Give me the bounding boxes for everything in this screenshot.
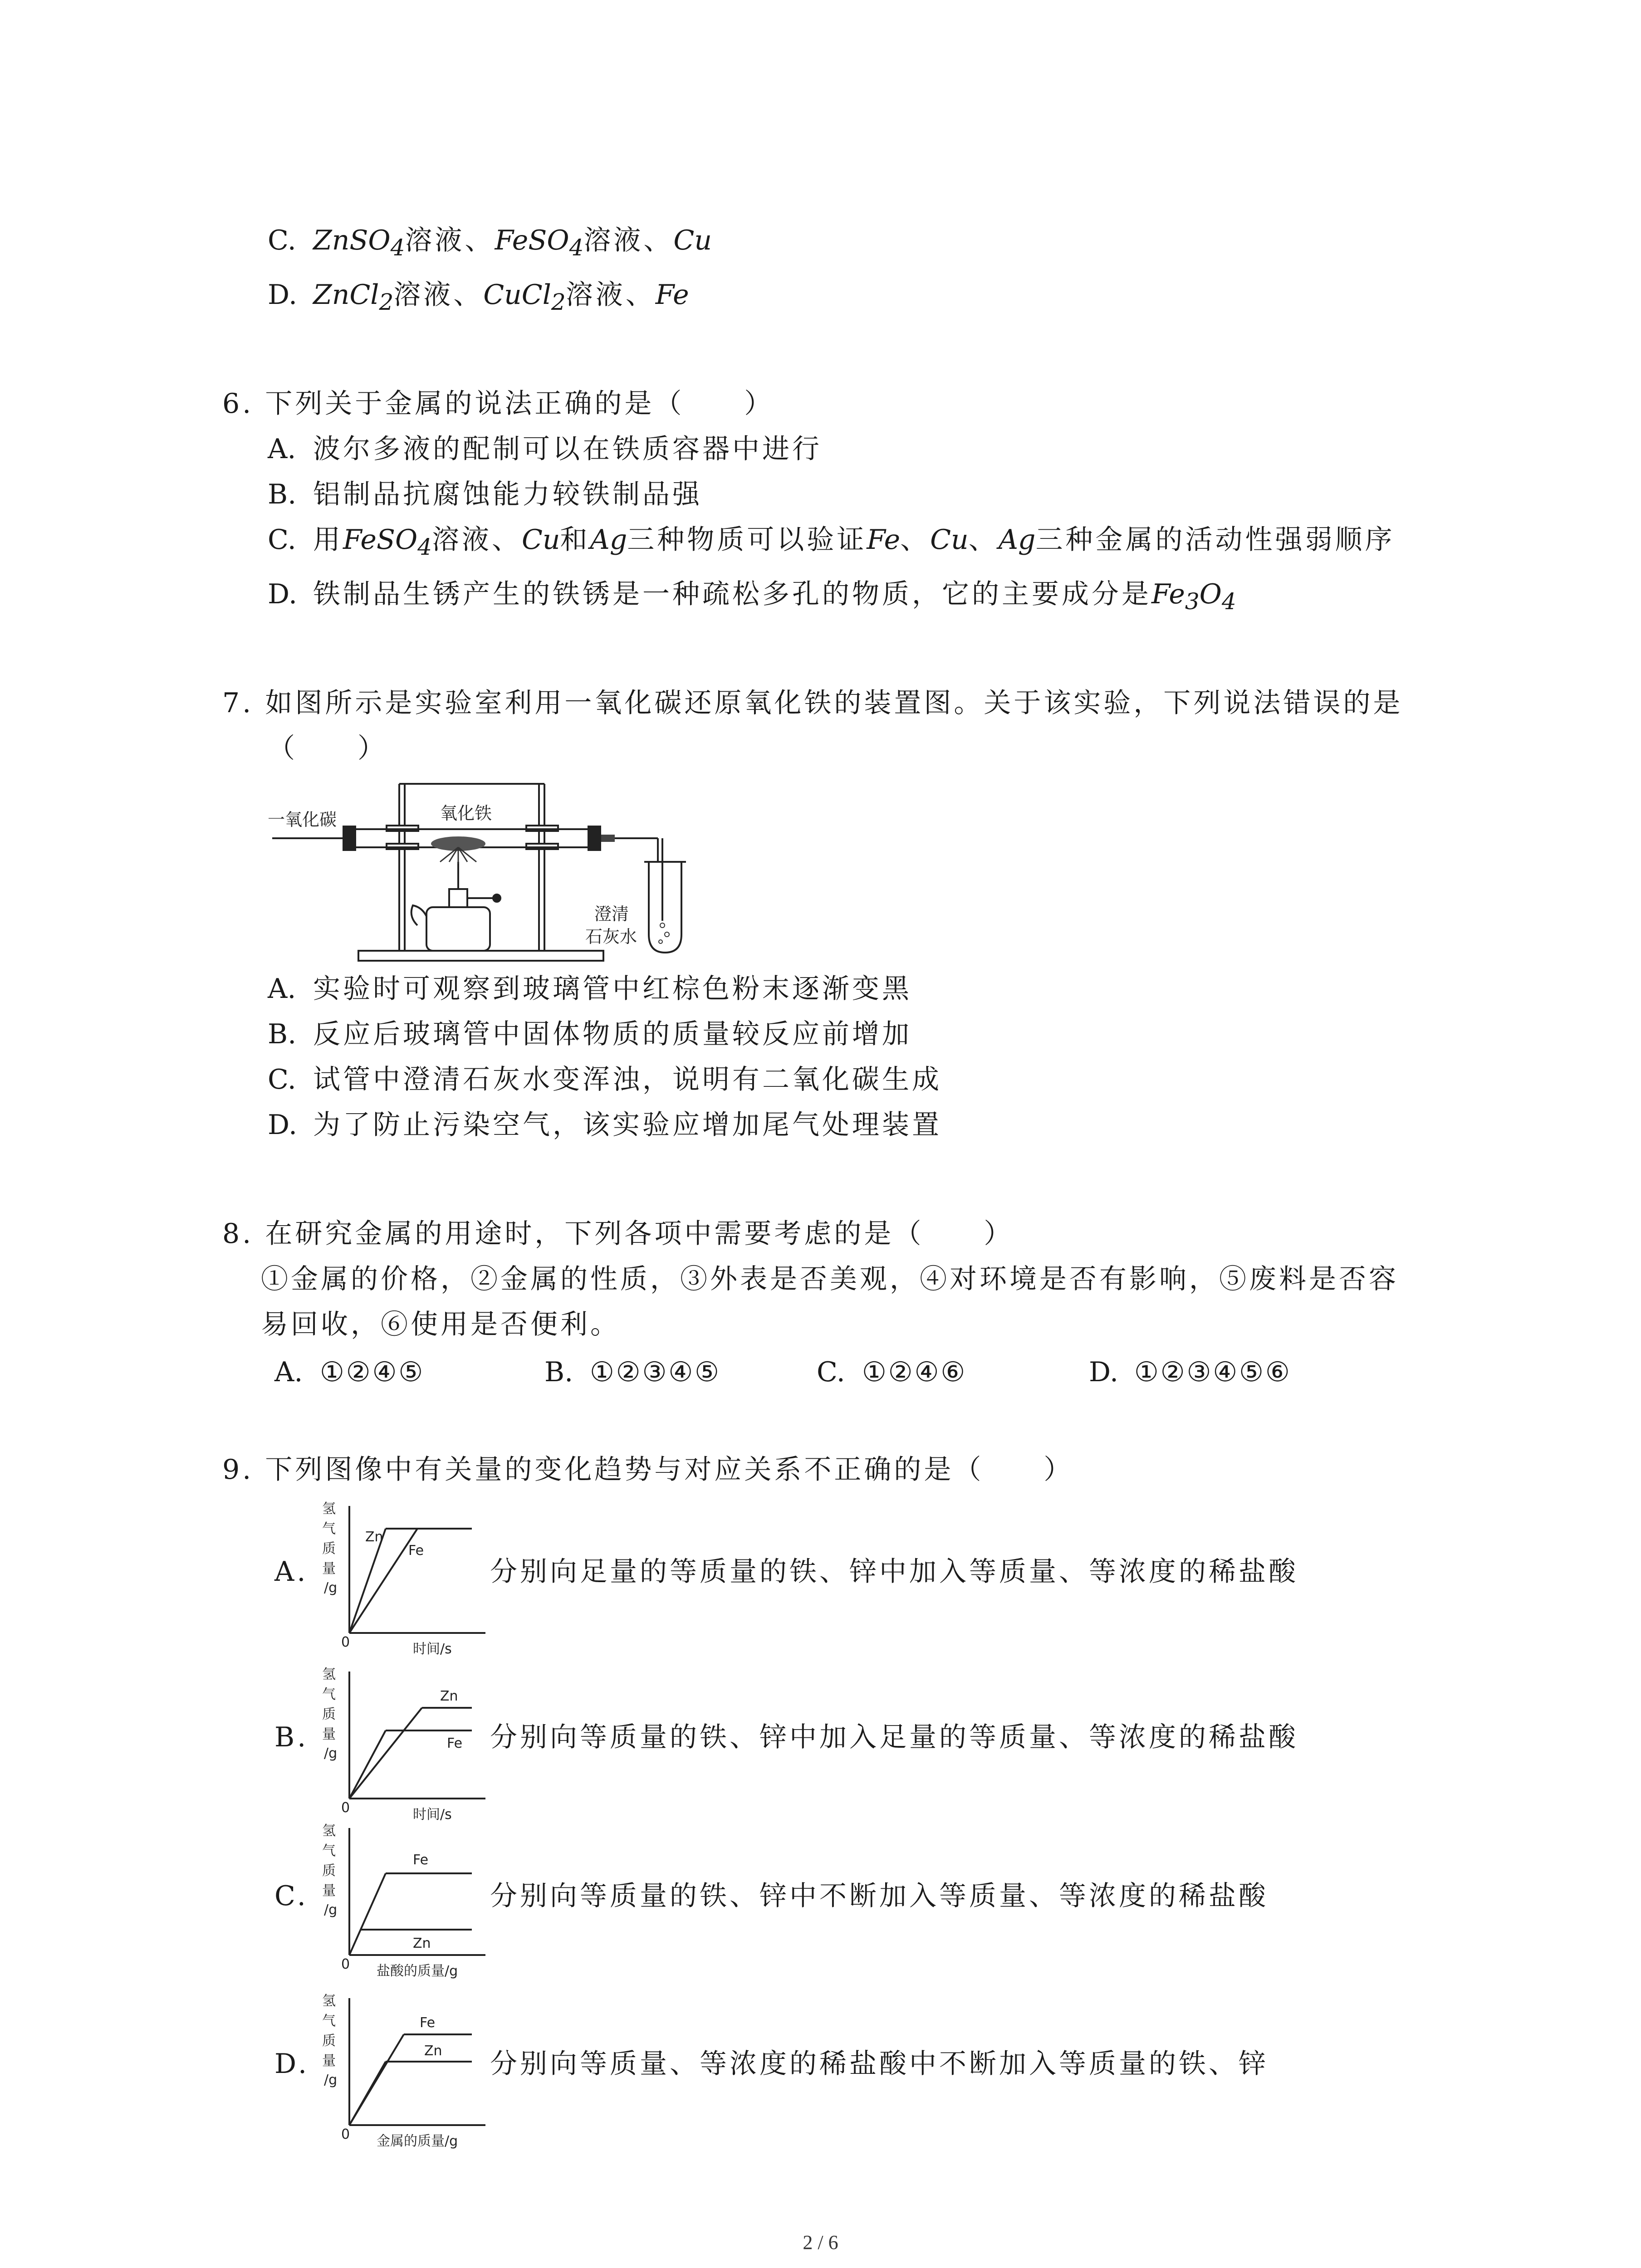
svg-text:气: 气 (322, 1843, 336, 1859)
svg-text:气: 气 (322, 1686, 336, 1702)
fe2o3-label: 氧化铁 (440, 803, 492, 823)
co-reduction-apparatus-figure (268, 771, 703, 971)
q6-option-d: D. 铁制品生锈产生的铁锈是一种疏松多孔的物质，它的主要成分是$Fe_3O_4$ (268, 578, 1236, 615)
q9-option-c-letter: C. (274, 1880, 309, 1912)
q8-stem: 8. 在研究金属的用途时，下列各项中需要考虑的是（ ） (222, 1218, 1014, 1250)
series-zn-label: Zn (424, 2043, 442, 2059)
q8-option-c: C. ①②④⑥ (817, 1356, 967, 1388)
limewater-label-2: 石灰水 (585, 927, 637, 947)
q6-option-b: B. 铝制品抗腐蚀能力较铁制品强 (268, 479, 702, 510)
co-label: 一氧化碳 (268, 810, 337, 830)
svg-text:量: 量 (322, 1726, 336, 1742)
q6-stem: 6. 下列关于金属的说法正确的是（ ） (222, 388, 774, 420)
series-fe-label: Fe (413, 1852, 429, 1868)
q9-option-a-letter: A. (274, 1556, 309, 1588)
series-fe-label: Fe (447, 1735, 463, 1751)
svg-text:/g: /g (324, 1580, 338, 1596)
svg-text:气: 气 (322, 1521, 336, 1537)
svg-text:氢: 氢 (322, 1501, 336, 1517)
svg-text:气: 气 (322, 2013, 336, 2029)
q8-factor-list-line2: 易回收，⑥使用是否便利。 (261, 1309, 620, 1340)
svg-text:氢: 氢 (322, 1993, 336, 2009)
q8-option-d: D. ①②③④⑤⑥ (1089, 1356, 1292, 1388)
svg-text:质: 质 (322, 2033, 336, 2049)
q7-stem-line1: 7. 如图所示是实验室利用一氧化碳还原氧化铁的装置图。关于该实验，下列说法错误的是 (222, 687, 1403, 719)
series-zn-label: Zn (440, 1688, 458, 1704)
svg-text:质: 质 (322, 1706, 336, 1722)
svg-text:0: 0 (341, 1800, 350, 1816)
q8-option-b: B. ①②③④⑤ (544, 1356, 721, 1388)
q6-option-a: A. 波尔多液的配制可以在铁质容器中进行 (268, 433, 822, 465)
svg-text:0: 0 (341, 1956, 350, 1972)
q9-graph-c (318, 1819, 490, 1982)
limewater-label-1: 澄清 (594, 904, 629, 924)
q7-option-a: A. 实验时可观察到玻璃管中红棕色粉末逐渐变黑 (268, 973, 912, 1005)
q6-option-c: C. 用FeSO$_4$溶液、Cu和Ag三种物质可以验证Fe、Cu、Ag三种金属的活动性强弱顺序 (268, 524, 1395, 560)
q9-graph-b (318, 1662, 490, 1826)
q7-option-c: C. 试管中澄清石灰水变浑浊，说明有二氧化碳生成 (268, 1064, 942, 1095)
q9-graph-a (318, 1497, 490, 1660)
x-axis-label: 时间/s (413, 1807, 452, 1823)
q7-option-d: D. 为了防止污染空气，该实验应增加尾气处理装置 (268, 1109, 942, 1141)
series-zn-label: Zn (413, 1936, 431, 1951)
series-zn-label: Zn (365, 1529, 383, 1545)
q9-option-b-letter: B. (274, 1721, 309, 1753)
q8-option-a: A. ①②④⑤ (274, 1356, 425, 1388)
q5-option-c: C. ZnSO$_4$溶液、FeSO$_4$溶液、Cu (268, 225, 712, 261)
series-fe-label: Fe (420, 2015, 436, 2031)
svg-text:/g: /g (324, 1902, 338, 1918)
q9-option-d-description: 分别向等质量、等浓度的稀盐酸中不断加入等质量的铁、锌 (490, 2048, 1269, 2080)
x-axis-label: 时间/s (413, 1641, 452, 1657)
q9-graph-d (318, 1989, 490, 2152)
svg-text:氢: 氢 (322, 1667, 336, 1682)
svg-text:质: 质 (322, 1541, 336, 1557)
svg-text:/g: /g (324, 2072, 338, 2088)
q9-stem: 9. 下列图像中有关量的变化趋势与对应关系不正确的是（ ） (222, 1454, 1074, 1486)
q7-option-b: B. 反应后玻璃管中固体物质的质量较反应前增加 (268, 1018, 912, 1050)
svg-text:/g: /g (324, 1745, 338, 1761)
svg-text:质: 质 (322, 1863, 336, 1879)
q8-factor-list-line1: ①金属的价格，②金属的性质，③外表是否美观，④对环境是否有影响，⑤废料是否容 (261, 1263, 1399, 1295)
svg-text:量: 量 (322, 1561, 336, 1577)
right-stopper-icon (588, 826, 601, 851)
svg-text:量: 量 (322, 2053, 336, 2069)
q9-option-c-description: 分别向等质量的铁、锌中不断加入等质量、等浓度的稀盐酸 (490, 1880, 1269, 1912)
q9-option-b-description: 分别向等质量的铁、锌中加入足量的等质量、等浓度的稀盐酸 (490, 1721, 1298, 1753)
svg-text:量: 量 (322, 1883, 336, 1899)
q7-stem-line2: （ ） (268, 733, 387, 764)
svg-text:0: 0 (341, 1634, 350, 1650)
q9-option-a-description: 分别向足量的等质量的铁、锌中加入等质量、等浓度的稀盐酸 (490, 1556, 1298, 1588)
series-fe-label: Fe (408, 1543, 424, 1559)
q9-option-d-letter: D. (274, 2048, 310, 2080)
x-axis-label: 金属的质量/g (377, 2133, 458, 2149)
svg-text:0: 0 (341, 2126, 350, 2142)
left-stopper-icon (343, 826, 356, 851)
svg-text:氢: 氢 (322, 1823, 336, 1839)
q5-option-d: D. ZnCl$_2$溶液、CuCl$_2$溶液、Fe (268, 279, 689, 315)
x-axis-label: 盐酸的质量/g (377, 1963, 458, 1979)
page-number: 2 / 6 (803, 2231, 838, 2253)
